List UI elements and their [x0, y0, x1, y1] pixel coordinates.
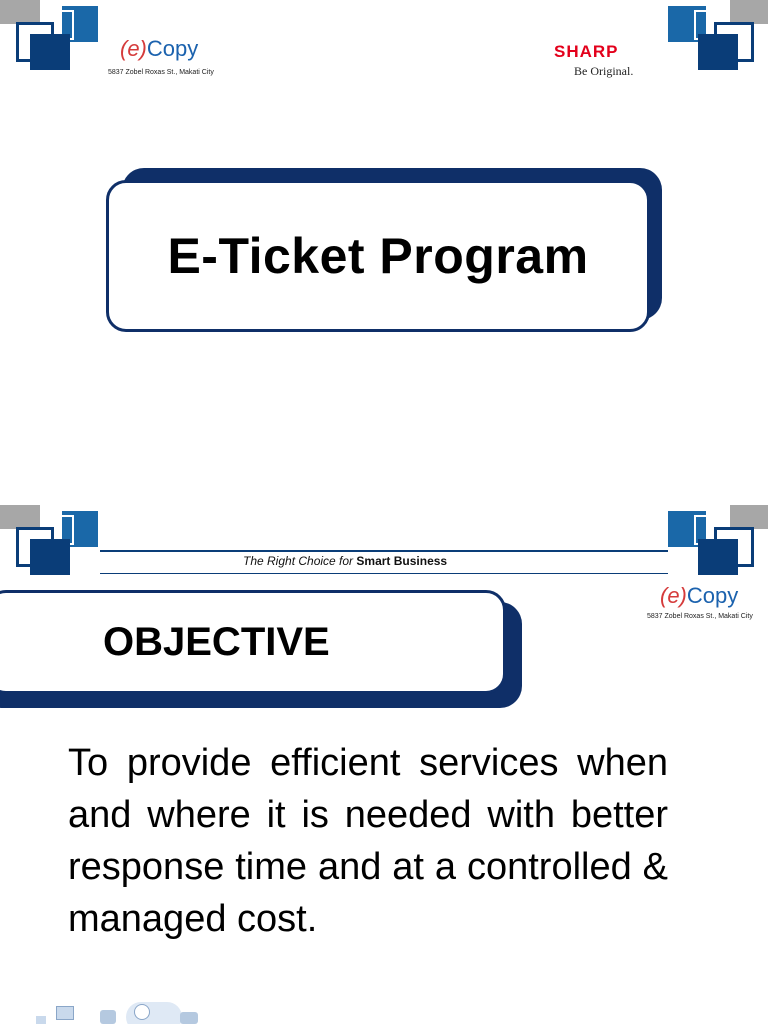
- slide-title: [0, 0, 768, 500]
- section-title: OBJECTIVE: [103, 619, 330, 664]
- slide-objective: [0, 505, 768, 1024]
- office-equipment-icon: [30, 1000, 230, 1024]
- ecopy-brand: Copy: [146, 36, 199, 61]
- motto-italic: The Right Choice for: [243, 554, 357, 568]
- header-motto: [243, 554, 447, 568]
- ecopy-brand: Copy: [686, 583, 739, 608]
- ecopy-logo: [660, 585, 738, 607]
- corner-squares-icon: [668, 505, 768, 577]
- ecopy-logo: [120, 38, 198, 60]
- motto-bold: Smart Business: [356, 554, 448, 568]
- corner-squares-icon: [0, 0, 100, 72]
- ecopy-swirl-icon: (e): [660, 583, 687, 608]
- corner-squares-icon: [668, 0, 768, 72]
- ecopy-swirl-icon: (e): [120, 36, 147, 61]
- objective-box: [0, 590, 506, 694]
- sharp-tagline: Be Original.: [574, 64, 634, 78]
- corner-squares-icon: [0, 505, 100, 577]
- ecopy-address: 5837 Zobel Roxas St., Makati City: [108, 69, 214, 76]
- header-rule-bottom: [100, 573, 668, 574]
- sharp-logo: SHARP: [554, 42, 619, 61]
- ecopy-address: 5837 Zobel Roxas St., Makati City: [647, 613, 753, 620]
- objective-body: To provide efficient services when and where it is needed with better response time and at a controlled & managed cost.: [68, 742, 668, 940]
- header-rule: [100, 550, 668, 552]
- slide-title-text: E-Ticket Program: [167, 228, 589, 284]
- title-box: [106, 180, 650, 332]
